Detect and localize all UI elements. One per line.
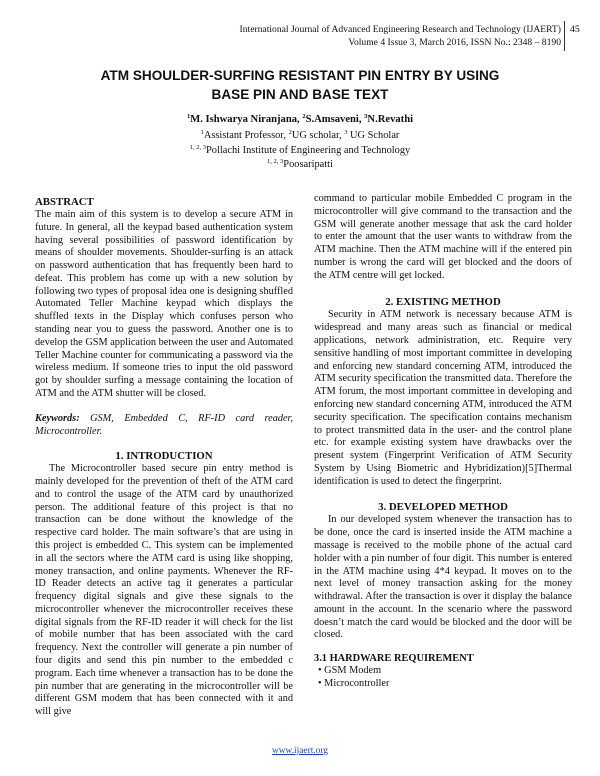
introduction-continued: command to particular mobile Embedded C program in the microcontroller will give command to the transaction and the GSM will generate another message that ask the card holder to enter the amount that the user wants to withdraw from the ATM machine. Then the ATM machine will if the entered pin number is wrong the card will get blocked and the doors of the ATM centre will get locked. bbox=[314, 193, 572, 281]
author-2: S.Amsaveni, bbox=[305, 114, 365, 125]
author-1: M. Ishwarya Niranjana, bbox=[190, 114, 303, 125]
footer-link[interactable]: www.ijaert.org bbox=[272, 746, 328, 756]
keywords bbox=[35, 413, 293, 439]
journal-name: International Journal of Advanced Engineering Research and Technology (IJAERT) bbox=[239, 24, 561, 35]
existing-method-text: Security in ATM network is necessary because ATM is widespread and many areas such as financial or medical applications, network administration, etc. Require very sensitive handling of most important committee in developing and enforcing new standard concerning ATM, introduced the ATM security specification the transmitted data. Therefore the ATM forum, the most important committee in developing and enforcing new standard concerning ATM, introduced the ATM security specification. The specification contains mechanism to protect transmitted data in the user- and the control plane etc. for example existing system have drawbacks over the present system (Fingerprint Verification of ATM Security System by Using Biometric and Hybridization)[5]Thermal identification is used to detect the fingerprint. bbox=[314, 309, 572, 487]
institution: $^{1, 2, 3}$Pollachi Institute of Engineering and Technology bbox=[189, 144, 411, 156]
author-3: N.Revathi bbox=[367, 114, 414, 125]
left-column bbox=[35, 196, 293, 719]
existing-method-heading: 2. EXISTING METHOD bbox=[385, 296, 501, 309]
author-roles: $^1$Assistant Professor, $^2$UG scholar, $^3$ UG Scholar bbox=[200, 129, 400, 141]
keywords-text: GSM, Embedded C, RF-ID card reader, Microcontroller. bbox=[35, 412, 293, 437]
introduction-text: The Microcontroller based secure pin entry method is mainly developed for the prevention of theft of the ATM card and to control the usage of the ATM card by unauthorized person. The additional feature of this project is that no transaction can be done without the knowledge of the respective card holder. The main software’s that are using in this project is embedded C. This system can be implemented in all the sectors where the ATM card is using like shopping, money transaction, and online payments. Whenever the RF-ID Reader detects an active tag it generates a particular frequency digital signals and give these signals to the microcontroller whenever the microcontroller receives these digital signals from the RF-ID reader it will check for the list of mobile number that has been associated with the card frequency. Next the controller will generate a pin number of four digits and send this pin number to the embedded c program. Each time whenever a transaction has to be done the pin number that are generating in the microcontroller will be different GSM modem that has been connected with it and will give bbox=[35, 463, 293, 718]
abstract-text: The main aim of this system is to develop a secure ATM in future. In general, all the keypad based authentication system having several possibilities of password identification by means of shoulder movements. Shoulder-surfing is an attack on password authentication that has frequently been hard to defeat. This problem has come up with a new solution by following two types of proposal idea one is designing shuffled Automated Teller Machine keypad which displays the shuffled texts in the Display which confuses person who standing near you to guess the password. Another one is to develop the GSM application between the user and Automated Teller Machine counter for communicating a password via the wireless medium. If someone tries to input the old password got by shoulder surfing a message containing the location of ATM and the ATM shutter will be closed. bbox=[35, 209, 293, 399]
paper-title bbox=[40, 66, 560, 104]
location: $^{1, 2, 3}$Poosaripatti bbox=[267, 158, 333, 170]
hardware-list bbox=[314, 665, 572, 691]
header-divider bbox=[564, 21, 565, 51]
list-item: • Microcontroller bbox=[318, 678, 390, 689]
hardware-heading: 3.1 HARDWARE REQUIREMENT bbox=[314, 653, 474, 665]
list-item: • GSM Modem bbox=[318, 665, 382, 677]
issue-info: Volume 4 Issue 3, March 2016, ISSN No.: 2348 – 8190 bbox=[348, 36, 561, 48]
introduction-heading: 1. INTRODUCTION bbox=[115, 450, 213, 463]
title-line-1: ATM SHOULDER-SURFING RESISTANT PIN ENTRY BY USING bbox=[100, 68, 500, 83]
developed-method-text: In our developed system whenever the transaction has to be done, once the card is inserted inside the ATM machine a massage is received to the mobile phone of the actual card holder with a pin number of four digit. This number is entered in the ATM machine using 4*4 keypad. It moves on to the next level of money transaction asking for the money withdrawal. After the transaction is over it display the balance amount in the account. In the scenario where the password doesn’t match the card would be blocked and the door will be closed. bbox=[314, 514, 572, 641]
running-header bbox=[60, 24, 561, 49]
keywords-label: Keywords: bbox=[35, 412, 80, 424]
author-list: $^1$M. Ishwarya Niranjana, $^2$S.Amsaveni, $^3$N.Revathi bbox=[186, 113, 414, 125]
developed-method-heading: 3. DEVELOPED METHOD bbox=[378, 501, 508, 514]
page-number: 45 bbox=[570, 24, 580, 35]
abstract-heading: ABSTRACT bbox=[35, 196, 94, 208]
right-column bbox=[314, 193, 572, 691]
title-line-2: BASE PIN AND BASE TEXT bbox=[211, 87, 389, 102]
